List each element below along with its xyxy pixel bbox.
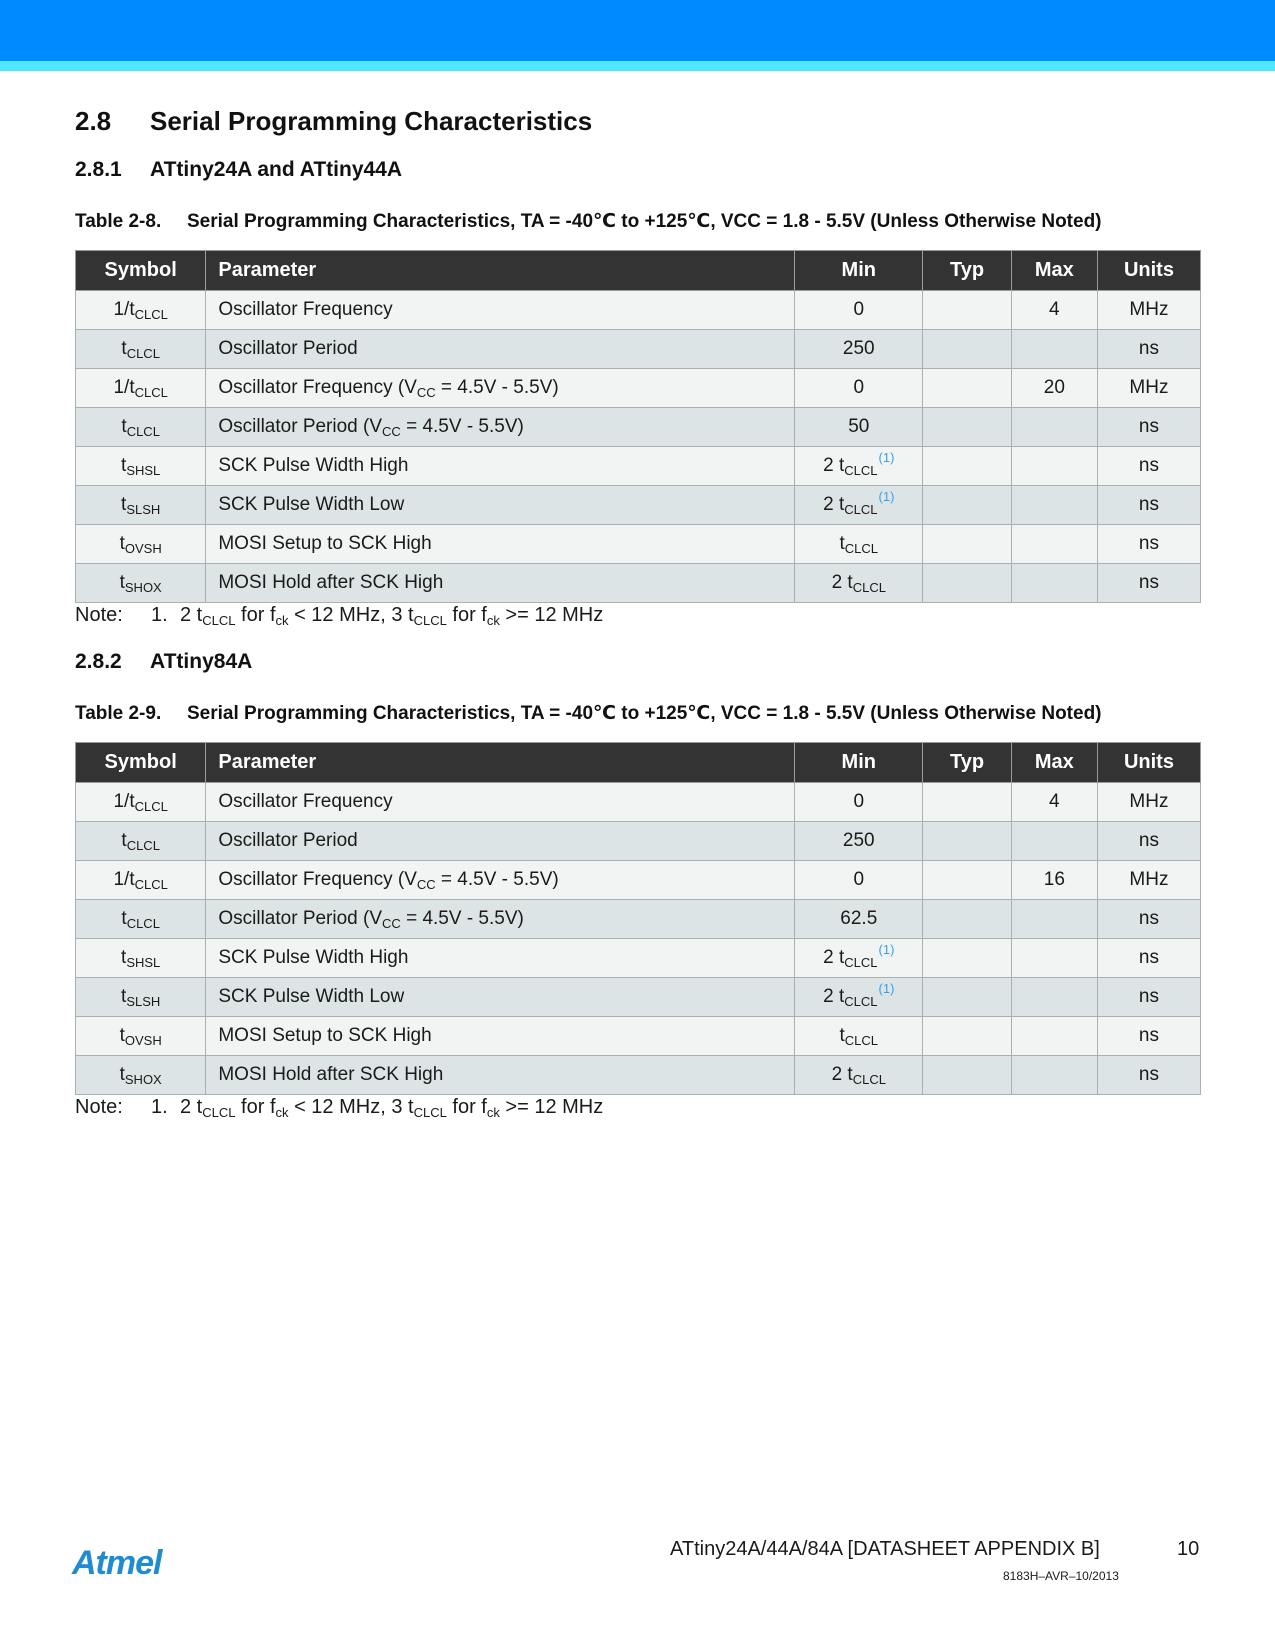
note-text: < 12 MHz, 3 t [288,1096,414,1118]
table-row [76,861,1201,900]
typ-cell [923,291,1011,330]
symbol-text: 1/t [113,299,135,320]
column-header-units: Units [1097,743,1200,783]
table-row [76,783,1201,822]
parameter-text: Oscillator Period (V [218,416,383,437]
note-subscript: ck [486,1105,500,1120]
parameter-subscript: CC [416,877,436,892]
symbol-subscript: SLSH [126,994,161,1009]
symbol-cell [76,486,206,525]
parameter-cell [206,447,795,486]
min-text: 250 [842,338,875,359]
symbol-cell [76,783,206,822]
table-row [76,525,1201,564]
symbol-cell [76,1056,206,1095]
parameter-cell [206,564,795,603]
units-cell: ns [1097,486,1200,525]
note-text: for f [446,604,487,626]
symbol-cell [76,408,206,447]
column-header-min: Min [795,743,923,783]
column-header-parameter: Parameter [206,743,795,783]
section-title: Serial Programming Characteristics [150,106,593,136]
column-header-min: Min [795,251,923,291]
symbol-text: t [121,830,127,851]
footer-doc-title: ATtiny24A/44A/84A [DATASHEET APPENDIX B] [670,1538,1100,1560]
note-text: for f [235,604,276,626]
note-label: Note: [75,1096,123,1118]
max-cell: 4 [1011,291,1097,330]
symbol-text: t [121,494,127,515]
symbol-text: t [119,1064,125,1085]
parameter-cell [206,861,795,900]
min-subscript: CLCL [844,541,879,556]
max-cell [1011,525,1097,564]
table-row [76,408,1201,447]
min-cell [795,486,923,525]
min-cell [795,525,923,564]
min-cell [795,978,923,1017]
table-row [76,564,1201,603]
units-cell: ns [1097,822,1200,861]
parameter-text: MOSI Setup to SCK High [218,1025,432,1046]
symbol-subscript: CLCL [126,424,160,439]
table-note-2 [75,1096,603,1119]
typ-cell [923,1056,1011,1095]
min-subscript: CLCL [852,580,886,595]
units-cell: ns [1097,1017,1200,1056]
units-cell: ns [1097,408,1200,447]
symbol-text: 1/t [113,869,135,890]
min-text: 250 [842,830,875,851]
table-caption-2 [75,702,1102,725]
min-subscript: CLCL [844,1033,879,1048]
units-cell: ns [1097,447,1200,486]
column-header-symbol: Symbol [76,251,206,291]
note-text: 2 t [180,1096,203,1118]
parameter-subscript: CC [382,916,401,931]
table-row [76,978,1201,1017]
typ-cell [923,939,1011,978]
note-subscript: ck [275,1105,289,1120]
min-subscript: CLCL [844,955,878,970]
max-cell [1011,1017,1097,1056]
footnote-ref[interactable]: (1) [878,489,895,504]
symbol-subscript: OVSH [124,541,162,556]
parameter-text: Oscillator Frequency (V [218,869,417,890]
parameter-cell [206,1017,795,1056]
max-cell: 20 [1011,369,1097,408]
parameter-text: Oscillator Frequency [218,299,393,320]
symbol-cell [76,447,206,486]
min-cell [795,822,923,861]
symbol-subscript: SHSL [126,463,161,478]
table-row [76,330,1201,369]
table-caption-1 [75,210,1102,233]
typ-cell [923,978,1011,1017]
symbol-subscript: CLCL [134,877,168,892]
typ-cell [923,783,1011,822]
max-cell [1011,1056,1097,1095]
max-cell [1011,939,1097,978]
min-text: 2 t [823,986,845,1007]
units-cell: ns [1097,939,1200,978]
typ-cell [923,564,1011,603]
parameter-subscript: CC [382,424,401,439]
symbol-cell [76,900,206,939]
symbol-cell [76,564,206,603]
min-text: t [839,533,845,554]
min-cell [795,861,923,900]
section-number: 2.8 [75,106,112,136]
typ-cell [923,861,1011,900]
symbol-text: t [121,338,127,359]
footnote-ref[interactable]: (1) [878,450,895,465]
note-text: for f [235,1096,276,1118]
parameter-cell [206,783,795,822]
table-header-row [76,251,1201,291]
max-cell [1011,408,1097,447]
footer-page-number: 10 [1177,1538,1200,1560]
parameter-cell [206,291,795,330]
spec-table-1 [75,250,1201,603]
parameter-text: SCK Pulse Width Low [218,494,405,515]
parameter-text: MOSI Hold after SCK High [218,572,444,593]
table-caption-text: Serial Programming Characteristics, TA = -40℃ to +125℃, VCC = 1.8 - 5.5V (Unless Otherwise Noted) [187,211,1102,232]
atmel-logo: Atmel [72,1544,162,1582]
min-cell [795,564,923,603]
symbol-cell [76,291,206,330]
symbol-text: 1/t [113,377,135,398]
note-label: Note: [75,604,123,626]
parameter-cell [206,330,795,369]
table-row [76,369,1201,408]
symbol-subscript: SHOX [124,580,162,595]
parameter-cell [206,900,795,939]
symbol-text: t [119,1025,125,1046]
min-text: 2 t [823,494,845,515]
parameter-text: MOSI Setup to SCK High [218,533,432,554]
parameter-cell [206,978,795,1017]
min-text: 2 t [831,572,853,593]
symbol-text: t [119,533,125,554]
note-text: < 12 MHz, 3 t [288,604,414,626]
footnote-ref[interactable]: (1) [878,942,895,957]
table-row [76,486,1201,525]
symbol-cell [76,978,206,1017]
table-caption-text: Serial Programming Characteristics, TA = -40℃ to +125℃, VCC = 1.8 - 5.5V (Unless Otherwise Noted) [187,703,1102,724]
symbol-subscript: CLCL [126,916,160,931]
max-cell [1011,900,1097,939]
subsection-heading-2 [75,650,252,674]
symbol-cell [76,330,206,369]
note-text: >= 12 MHz [499,604,604,626]
subsection-number: 2.8.2 [75,650,122,673]
typ-cell [923,822,1011,861]
note-text: for f [446,1096,487,1118]
min-text: 0 [853,869,865,890]
min-text: t [839,1025,845,1046]
min-cell [795,330,923,369]
units-cell: MHz [1097,369,1200,408]
parameter-text-cont: = 4.5V - 5.5V) [400,908,524,929]
min-text: 2 t [831,1064,853,1085]
typ-cell [923,447,1011,486]
symbol-text: t [121,986,127,1007]
min-cell [795,900,923,939]
parameter-text: Oscillator Frequency [218,791,393,812]
parameter-cell [206,822,795,861]
parameter-cell [206,1056,795,1095]
header-stripe [0,61,1275,71]
column-header-typ: Typ [923,743,1011,783]
header-bar [0,0,1275,61]
table-caption-number: Table 2-9. [75,703,162,724]
typ-cell [923,330,1011,369]
units-cell: ns [1097,900,1200,939]
parameter-cell [206,486,795,525]
typ-cell [923,369,1011,408]
parameter-text-cont: = 4.5V - 5.5V) [435,869,559,890]
subsection-number: 2.8.1 [75,158,122,181]
subsection-heading-1 [75,158,402,182]
symbol-text: t [121,947,127,968]
column-header-max: Max [1011,251,1097,291]
symbol-text: t [121,455,127,476]
units-cell: ns [1097,1056,1200,1095]
max-cell: 4 [1011,783,1097,822]
typ-cell [923,525,1011,564]
column-header-units: Units [1097,251,1200,291]
symbol-cell [76,822,206,861]
symbol-subscript: SHSL [126,955,161,970]
units-cell: ns [1097,525,1200,564]
note-subscript: CLCL [202,613,236,628]
note-subscript: CLCL [413,1105,447,1120]
symbol-text: 1/t [113,791,135,812]
table-caption-number: Table 2-8. [75,211,162,232]
units-cell: ns [1097,978,1200,1017]
table-row [76,291,1201,330]
min-cell [795,369,923,408]
symbol-text: t [121,416,127,437]
note-subscript: CLCL [202,1105,236,1120]
subsection-title: ATtiny84A [150,650,253,673]
symbol-cell [76,939,206,978]
table-row [76,822,1201,861]
column-header-typ: Typ [923,251,1011,291]
max-cell [1011,822,1097,861]
max-cell [1011,564,1097,603]
min-cell [795,447,923,486]
parameter-cell [206,525,795,564]
table-row [76,447,1201,486]
units-cell: MHz [1097,861,1200,900]
parameter-cell [206,939,795,978]
max-cell [1011,978,1097,1017]
table-note-1 [75,604,603,627]
parameter-text-cont: = 4.5V - 5.5V) [435,377,559,398]
min-cell [795,408,923,447]
symbol-text: t [119,572,125,593]
min-text: 0 [853,791,865,812]
parameter-text: SCK Pulse Width High [218,455,409,476]
min-text: 2 t [823,947,845,968]
typ-cell [923,1017,1011,1056]
symbol-subscript: SHOX [124,1072,162,1087]
parameter-text: SCK Pulse Width High [218,947,409,968]
units-cell: MHz [1097,291,1200,330]
table-row [76,900,1201,939]
parameter-subscript: CC [416,385,436,400]
min-subscript: CLCL [844,502,878,517]
min-text: 0 [853,377,865,398]
parameter-text: Oscillator Period [218,830,358,851]
min-text: 0 [853,299,865,320]
units-cell: ns [1097,330,1200,369]
min-subscript: CLCL [844,463,878,478]
symbol-subscript: SLSH [126,502,161,517]
parameter-cell [206,369,795,408]
parameter-text: MOSI Hold after SCK High [218,1064,444,1085]
note-subscript: ck [486,613,500,628]
symbol-cell [76,369,206,408]
max-cell: 16 [1011,861,1097,900]
typ-cell [923,486,1011,525]
units-cell: MHz [1097,783,1200,822]
parameter-text: Oscillator Frequency (V [218,377,417,398]
spec-table-2 [75,742,1201,1095]
subsection-title: ATtiny24A and ATtiny44A [150,158,403,181]
max-cell [1011,486,1097,525]
min-text: 2 t [823,455,845,476]
min-cell [795,1056,923,1095]
parameter-text: SCK Pulse Width Low [218,986,405,1007]
typ-cell [923,408,1011,447]
symbol-subscript: OVSH [124,1033,162,1048]
symbol-cell [76,861,206,900]
units-cell: ns [1097,564,1200,603]
parameter-text: Oscillator Period (V [218,908,383,929]
symbol-subscript: CLCL [134,385,168,400]
note-item-number: 1. [151,604,168,626]
parameter-text: Oscillator Period [218,338,358,359]
symbol-cell [76,525,206,564]
column-header-max: Max [1011,743,1097,783]
symbol-subscript: CLCL [126,838,160,853]
typ-cell [923,900,1011,939]
min-cell [795,783,923,822]
column-header-parameter: Parameter [206,251,795,291]
footnote-ref[interactable]: (1) [878,981,895,996]
min-text: 62.5 [840,908,878,929]
section-heading [75,106,592,137]
min-cell [795,939,923,978]
symbol-cell [76,1017,206,1056]
footer-doc-number: 8183H–AVR–10/2013 [1003,1569,1119,1583]
symbol-subscript: CLCL [126,346,160,361]
min-text: 50 [848,416,870,437]
min-cell [795,291,923,330]
table-row [76,1056,1201,1095]
parameter-text-cont: = 4.5V - 5.5V) [400,416,524,437]
note-subscript: CLCL [413,613,447,628]
parameter-cell [206,408,795,447]
table-row [76,1017,1201,1056]
note-item-number: 1. [151,1096,168,1118]
symbol-text: t [121,908,127,929]
min-subscript: CLCL [844,994,878,1009]
symbol-subscript: CLCL [134,307,168,322]
min-subscript: CLCL [852,1072,886,1087]
note-text: 2 t [180,604,203,626]
max-cell [1011,447,1097,486]
symbol-subscript: CLCL [134,799,168,814]
table-header-row [76,743,1201,783]
note-subscript: ck [275,613,289,628]
table-row [76,939,1201,978]
note-text: >= 12 MHz [499,1096,604,1118]
column-header-symbol: Symbol [76,743,206,783]
min-cell [795,1017,923,1056]
max-cell [1011,330,1097,369]
